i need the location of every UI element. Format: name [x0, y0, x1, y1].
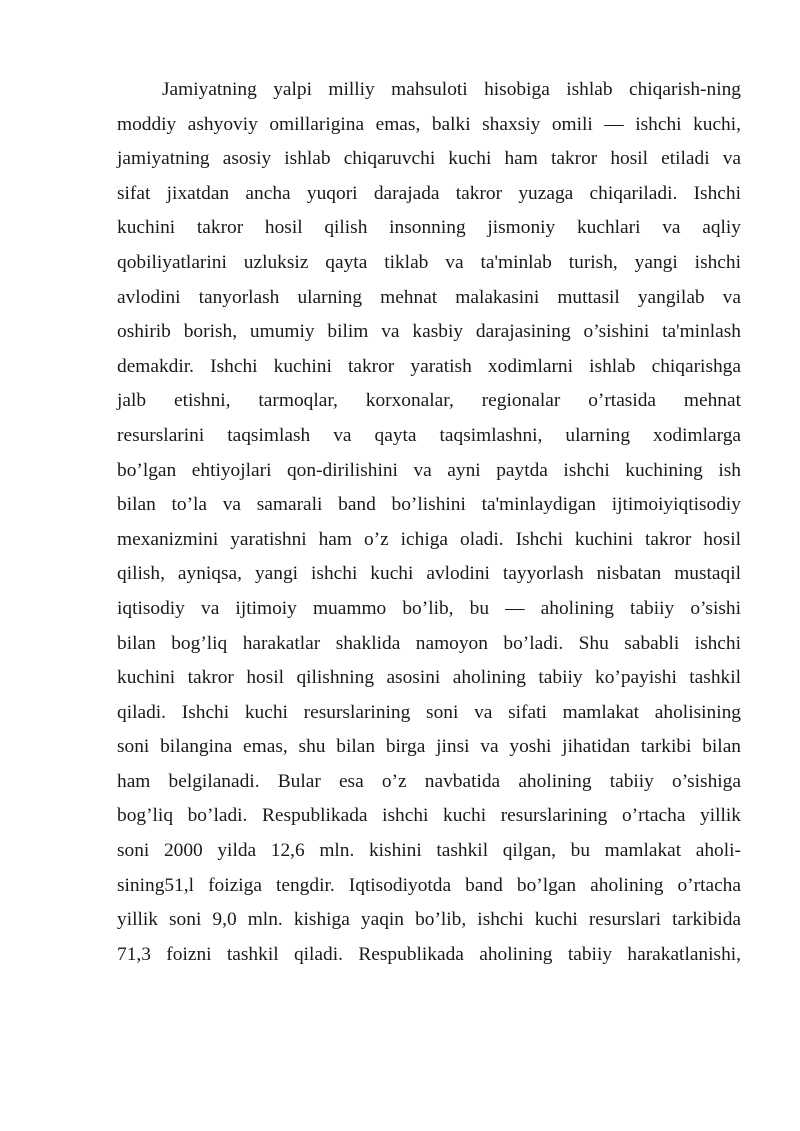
text-line: 71,3 foizni tashkil qiladi. Respublikada aholining tabiiy harakatlanishi,: [117, 943, 741, 965]
text-line: qobiliyatlarini uzluksiz qayta tiklab va ta'minlab turish, yangi ishchi: [117, 251, 741, 273]
text-line: bilan to’la va samarali band bo’lishini ta'minlaydigan ijtimoiyiqtisodiy: [117, 494, 741, 516]
text-line: bog’liq bo’ladi. Respublikada ishchi kuchi resurslarining o’rtacha yillik: [117, 805, 741, 827]
text-line: qiladi. Ishchi kuchi resurslarining soni va sifati mamlakat aholisining: [117, 701, 741, 723]
text-line: jalb etishni, tarmoqlar, korxonalar, regionalar o’rtasida mehnat: [117, 390, 741, 412]
text-line: iqtisodiy va ijtimoiy muammo bo’lib, bu — aholining tabiiy o’sishi: [117, 597, 741, 619]
text-line: jamiyatning asosiy ishlab chiqaruvchi kuchi ham takror hosil etiladi va: [117, 148, 741, 170]
text-line: moddiy ashyoviy omillarigina emas, balki shaxsiy omili — ishchi kuchi,: [117, 113, 741, 135]
text-line: bo’lgan ehtiyojlari qon-dirilishini va ayni paytda ishchi kuchining ish: [117, 459, 741, 481]
text-line: Jamiyatning yalpi milliy mahsuloti hisobiga ishlab chiqarish-ning: [162, 79, 741, 100]
text-line: bilan bog’liq harakatlar shaklida namoyon bo’ladi. Shu sababli ishchi: [117, 632, 741, 654]
text-line: mexanizmini yaratishni ham o’z ichiga oladi. Ishchi kuchini takror hosil: [117, 528, 741, 550]
text-line: oshirib borish, umumiy bilim va kasbiy darajasining o’sishini ta'minlash: [117, 321, 741, 343]
text-line: kuchini takror hosil qilish insonning jismoniy kuchlari va aqliy: [117, 217, 741, 239]
text-line: qilish, ayniqsa, yangi ishchi kuchi avlodini tayyorlash nisbatan mustaqil: [117, 563, 741, 585]
text-line: ham belgilanadi. Bular esa o’z navbatida aholining tabiiy o’sishiga: [117, 770, 741, 792]
text-line: avlodini tanyorlash ularning mehnat malakasini muttasil yangilab va: [117, 286, 741, 308]
text-line: sifat jixatdan ancha yuqori darajada takror yuzaga chiqariladi. Ishchi: [117, 182, 741, 204]
text-line: soni bilangina emas, shu bilan birga jinsi va yoshi jihatidan tarkibi bilan: [117, 736, 741, 758]
text-line: yillik soni 9,0 mln. kishiga yaqin bo’lib, ishchi kuchi resurslari tarkibida: [117, 909, 741, 931]
text-line: sining51,l foiziga tengdir. Iqtisodiyotda band bo’lgan aholining o’rtacha: [117, 874, 741, 896]
text-line: kuchini takror hosil qilishning asosini aholining tabiiy ko’payishi tashkil: [117, 667, 741, 689]
text-line: soni 2000 yilda 12,6 mln. kishini tashkil qilgan, bu mamlakat aholi-: [117, 840, 741, 862]
text-line: demakdir. Ishchi kuchini takror yaratish xodimlarni ishlab chiqarishga: [117, 355, 741, 377]
text-line: resurslarini taqsimlash va qayta taqsimlashni, ularning xodimlarga: [117, 424, 741, 446]
body-paragraph: [117, 73, 741, 972]
